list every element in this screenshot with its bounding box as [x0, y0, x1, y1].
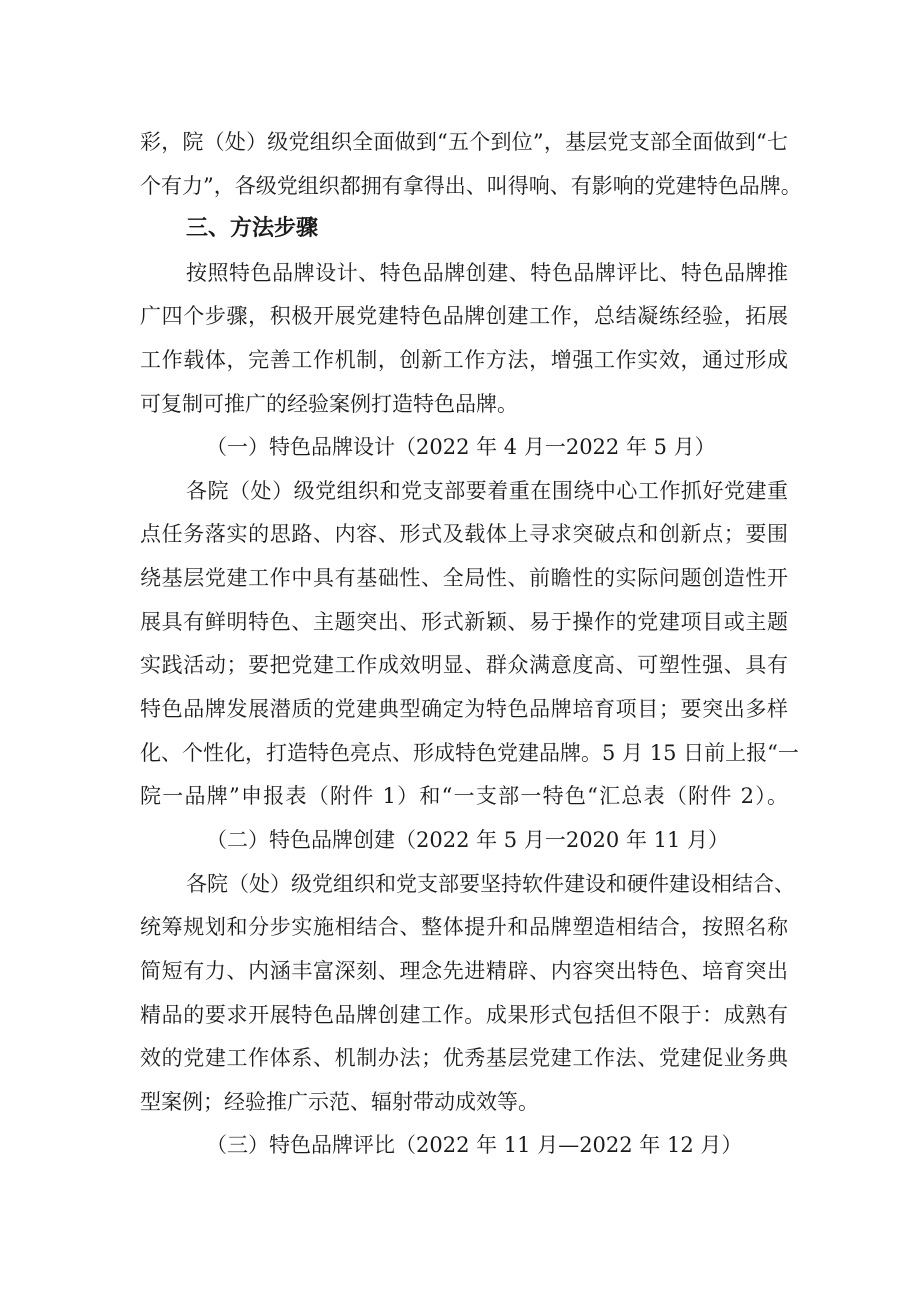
paragraph-line: 彩，院（处）级党组织全面做到“五个到位”，基层党支部全面做到“七 [140, 130, 788, 154]
paragraph-line: 效的党建工作体系、机制办法；优秀基层党建工作法、党建促业务典 [140, 1046, 788, 1070]
paragraph-line: 个有力”，各级党组织都拥有拿得出、叫得响、有影响的党建特色品牌。 [140, 174, 802, 198]
paragraph-line: 点任务落实的思路、内容、形式及载体上寻求突破点和创新点；要围 [140, 522, 788, 546]
paragraph-line: 可复制可推广的经验案例打造特色品牌。 [140, 392, 518, 416]
paragraph-line: 展具有鲜明特色、主题突出、形式新颖、易于操作的党建项目或主题 [140, 610, 788, 634]
subsection-heading: （三）特色品牌评比（2022 年 11 月—2022 年 12 月） [206, 1133, 743, 1157]
paragraph-line: 统筹规划和分步实施相结合、整体提升和品牌塑造相结合，按照名称 [140, 915, 788, 939]
paragraph-line: 实践活动；要把党建工作成效明显、群众满意度高、可塑性强、具有 [140, 653, 788, 677]
subsection-heading: （一）特色品牌设计（2022 年 4 月一2022 年 5 月） [206, 435, 716, 459]
paragraph-line: 按照特色品牌设计、特色品牌创建、特色品牌评比、特色品牌推 [186, 261, 788, 285]
paragraph-line: 化、个性化，打造特色亮点、形成特色党建品牌。5 月 15 日前上报“一 [140, 741, 799, 765]
paragraph-line: 型案例；经验推广示范、辐射带动成效等。 [140, 1090, 539, 1114]
paragraph-line: 各院（处）级党组织和党支部要着重在围绕中心工作抓好党建重 [186, 479, 788, 503]
section-heading: 三、方法步骤 [186, 216, 319, 241]
paragraph-line: 特色品牌发展潜质的党建典型确定为特色品牌培育项目；要突出多样 [140, 697, 788, 721]
paragraph-line: 精品的要求开展特色品牌创建工作。成果形式包括但不限于：成熟有 [140, 1003, 788, 1027]
paragraph-line: 简短有力、内涵丰富深刻、理念先进精辟、内容突出特色、培育突出 [140, 959, 788, 983]
paragraph-line: 绕基层党建工作中具有基础性、全局性、前瞻性的实际问题创造性开 [140, 566, 788, 590]
paragraph-line: 广四个步骤，积极开展党建特色品牌创建工作，总结凝练经验，拓展 [140, 304, 788, 328]
paragraph-line: 院一品牌”申报表（附件 1）和“一支部一特色“汇总表（附件 2）。 [140, 784, 788, 808]
subsection-heading: （二）特色品牌创建（2022 年 5 月一2020 年 11 月） [206, 828, 730, 852]
paragraph-line: 工作载体，完善工作机制，创新工作方法，增强工作实效，通过形成 [140, 348, 788, 372]
paragraph-line: 各院（处）级党组织和党支部要坚持软件建设和硬件建设相结合、 [186, 872, 795, 896]
